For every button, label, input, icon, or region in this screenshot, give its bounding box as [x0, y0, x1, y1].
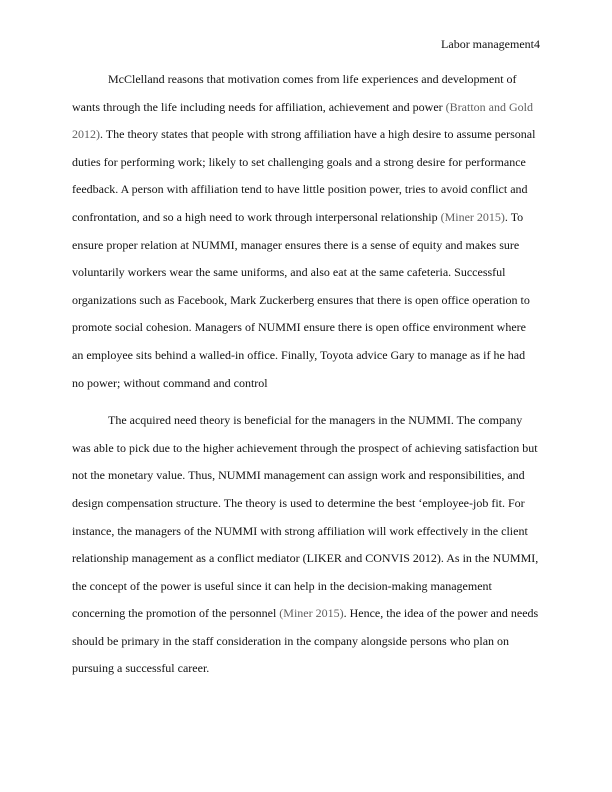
text-line [72, 66, 546, 94]
text-line [72, 287, 546, 315]
paragraph [72, 66, 546, 397]
text-run: design compensation structure. The theory is used to determine the best ‘employee-job fit. For [72, 495, 525, 510]
citation: (Miner 2015) [279, 606, 344, 621]
text-run: The acquired need theory is beneficial for the managers in the NUMMI. The company [108, 413, 523, 428]
text-run: voluntarily workers wear the same uniforms, and also eat at the same cafeteria. Successful [72, 265, 506, 280]
text-line [72, 407, 546, 435]
text-line [72, 204, 546, 232]
text-line [72, 435, 546, 463]
text-run: should be primary in the staff consideration in the company alongside persons who plan on [72, 633, 510, 648]
text-line [72, 545, 546, 573]
citation: (Miner 2015) [440, 209, 505, 224]
text-line [72, 259, 546, 287]
text-run: ensure proper relation at NUMMI, manager ensures there is a sense of equity and makes sure [72, 237, 520, 252]
paragraph [72, 407, 546, 683]
text-run: promote social cohesion. Managers of NUMMI ensure there is open office environment where [72, 320, 526, 335]
text-run: . To [504, 209, 524, 224]
text-line [72, 462, 546, 490]
text-line [72, 490, 546, 518]
text-run: relationship management as a conflict mediator (LIKER and CONVIS 2012). As in the NUMMI, [72, 551, 539, 566]
text-line [72, 600, 546, 628]
text-line [72, 121, 546, 149]
text-run: wants through the life including needs for affiliation, achievement and power [72, 99, 446, 114]
citation: 2012) [72, 127, 100, 142]
text-run: instance, the managers of the NUMMI with strong affiliation will work effectively in the client [72, 523, 528, 538]
text-run: duties for performing work; likely to set challenging goals and a strong desire for performance [72, 154, 526, 169]
text-run: no power; without command and control [72, 375, 268, 390]
text-run: feedback. A person with affiliation tend to have little position power, tries to avoid conflict and [72, 182, 528, 197]
text-run: not the monetary value. Thus, NUMMI management can assign work and responsibilities, and [72, 468, 525, 483]
running-head: Labor management4 [441, 37, 540, 51]
body-text [72, 66, 546, 683]
text-line [72, 314, 546, 342]
text-line [72, 232, 546, 260]
text-run: concerning the promotion of the personnel [72, 606, 280, 621]
text-line [72, 149, 546, 177]
text-run: . The theory states that people with strong affiliation have a high desire to assume personal [100, 127, 536, 142]
text-run: was able to pick due to the higher achievement through the prospect of achieving satisfaction but [72, 440, 538, 455]
text-run: pursuing a successful career. [72, 661, 210, 676]
text-line [72, 655, 546, 683]
text-run: an employee sits behind a walled-in office. Finally, Toyota advice Gary to manage as if he had [72, 347, 526, 362]
text-line [72, 176, 546, 204]
text-line [72, 370, 546, 398]
text-line [72, 94, 546, 122]
text-run: the concept of the power is useful since it can help in the decision-making management [72, 578, 492, 593]
text-run: confrontation, and so a high need to work through interpersonal relationship [72, 209, 441, 224]
text-line [72, 518, 546, 546]
text-run: organizations such as Facebook, Mark Zuckerberg ensures that there is open office operation to [72, 292, 530, 307]
text-line [72, 628, 546, 656]
text-line [72, 342, 546, 370]
text-run: McClelland reasons that motivation comes from life experiences and development of [108, 72, 517, 86]
text-line [72, 573, 546, 601]
citation: (Bratton and Gold [445, 99, 533, 114]
text-run: . Hence, the idea of the power and needs [343, 606, 539, 621]
